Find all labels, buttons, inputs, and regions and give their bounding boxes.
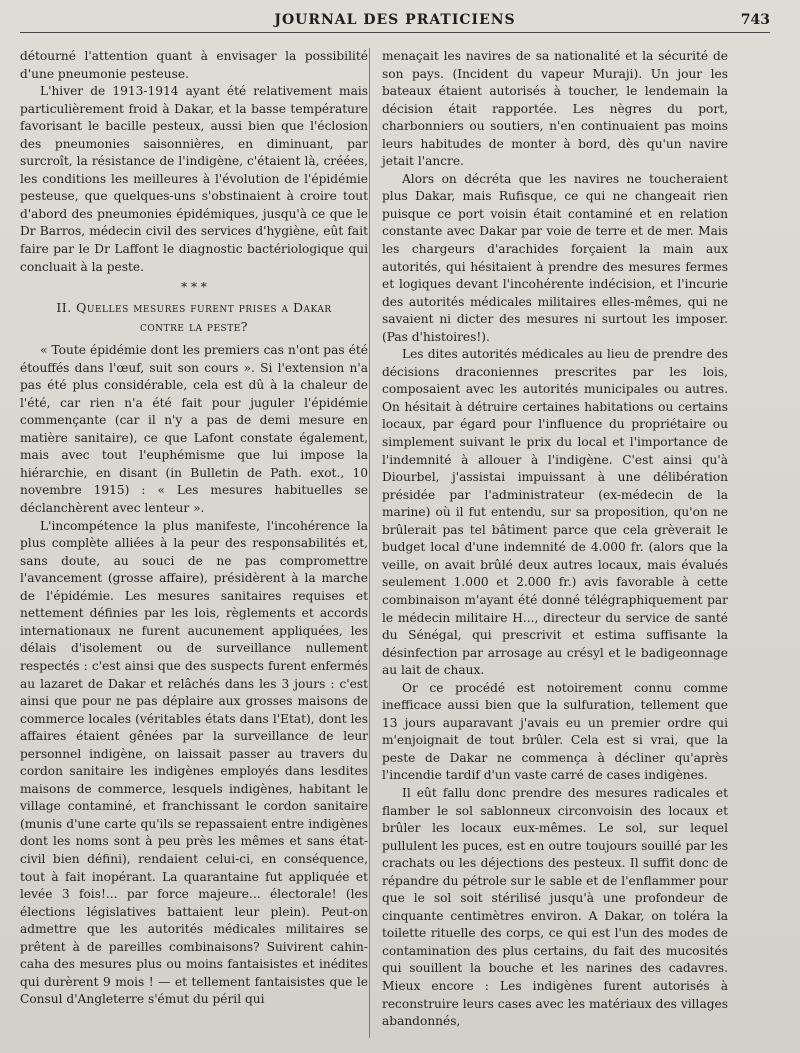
section-separator: * * * xyxy=(181,280,207,295)
journal-title: JOURNAL DES PRATICIENS xyxy=(274,12,516,28)
paragraph: L'incompétence la plus manifeste, l'incohérence la plus complète alliées à la peur des responsabilités et, sans doute, au souci de ne pas compromettre l'avancement (grosse affaire), présidèrent à la marche de l'épidémie. Les mesures sanitaires requises et nettement définies par les lois, règlements et accords internationaux ne furent aucunement appliquées, les délais d'isolement ou de surveillance nullement respectés : c'est ainsi que des suspects furent enfermés au lazaret de Dakar et relâchés dans les 3 jours : c'est ainsi que pour ne pas déplaire aux grosses maisons de commerce locales (véritables états dans l'Etat), dont les affaires étaient gênées par la surveillance de leur personnel indigène, on laissait passer au travers du cordon sanitaire les indigènes employés dans lesdites maisons de commerce, lesquels indigènes, habitant le village contaminé, et franchissant le cordon sanitaire (munis d'une carte qu'ils se repassaient entre indigènes dont les noms sont à peu près les mêmes et sans état-civil bien défini), rendaient celui-ci, en conséquence, tout à fait inopérant. La quarantaine fut appliquée et levée 3 fois!... par force majeure... électorale! (les élections législatives battaient leur plein). Peut-on admettre que les autorités médicales militaires se prêtent à de pareilles combinaisons? Suivirent cahin-caha des mesures plus ou moins fantaisistes et inédites qui durèrent 9 mois ! — et tellement fantaisistes que le Consul d'Angleterre s'émut du péril qui xyxy=(20,518,368,1007)
paragraph: détourné l'attention quant à envisager la possibilité d'une pneumonie pesteuse. xyxy=(20,49,368,81)
section-heading-line: contre la peste? xyxy=(140,319,248,335)
running-header xyxy=(20,8,770,33)
section-heading-line: II. Quelles mesures furent prises a Dakar xyxy=(56,300,332,316)
paragraph: Les dites autorités médicales au lieu de prendre des décisions draconiennes prescrites par les lois, composaient avec les autorités municipales ou autres. On hésitait à détruire certaines habitations ou certains locaux, par égard pour l'influence du propriétaire ou simplement suivant le prix du local et l'importance de l'indemnité à allouer à l'indigène. C'est ainsi qu'à Diourbel, j'assistai impuissant à une délibération présidée par l'administrateur (ex-médecin de la marine) où il fut entendu, sur sa proposition, qu'on ne brûlerait pas tel bâtiment parce que cela grèverait le budget local d'une indemnité de 4.000 fr. (alors que la veille, on avait brûlé deux autres locaux, mais évalués seulement 1.000 et 2.000 fr.) avis favorable à cette combinaison m'ayant été donné télégraphiquement par le médecin militaire H..., directeur du service de santé du Sénégal, qui prescrivit et estima suffisante la désinfection par arrosage au crésyl et le badigeonnage au lait de chaux. xyxy=(382,347,728,678)
left-column xyxy=(20,48,368,1009)
column-rule xyxy=(369,48,370,1038)
right-column xyxy=(382,48,728,1031)
paragraph: Or ce procédé est notoirement connu comme inefficace aussi bien que la sulfuration, tellement que 13 jours auparavant j'avais eu un premier ordre qui m'enjoignait de tout brûler. Cela est si vrai, que la peste de Dakar ne commença à décliner qu'après l'incendie tardif d'un vaste carré de cases indigènes. xyxy=(382,680,728,783)
paragraph: menaçait les navires de sa nationalité et la sécurité de son pays. (Incident du vapeur Muraji). Un jour les bateaux étaient autorisés à toucher, le lendemain la décision était rapportée. Les nègres du port, charbonniers ou soutiers, n'en continuaient pas moins leurs habitudes de monter à bord, dès qu'un navire jetait l'ancre. xyxy=(382,49,728,169)
paragraph: Alors on décréta que les navires ne toucheraient plus Dakar, mais Rufisque, ce qui ne changeait rien puisque ce port voisin était contaminé et en relation constante avec Dakar par voie de terre et de mer. Mais les chargeurs d'arachides forçaient la main aux autorités, qui hésitaient à prendre des mesures fermes et logiques devant l'incohérente indécision, et l'incurie des autorités médicales militaires elles-mêmes, qui ne savaient ni dicter des mesures ni surtout les imposer. (Pas d'histoires!). xyxy=(382,171,728,344)
section-heading xyxy=(20,298,368,336)
paragraph: Il eût fallu donc prendre des mesures radicales et flamber le sol sablonneux circonvoisin des locaux et brûler les locaux eux-mêmes. Le sol, sur lequel pullulent les puces, est en outre toujours souillé par les crachats ou les déjections des pesteux. Il suffit donc de répandre du pétrole sur le sable et de l'enflammer pour que le sol soit stérilisé jusqu'à une profondeur de cinquante centimètres environ. A Dakar, on toléra la toilette rituelle des corps, ce qui est l'un des modes de contamination des plus certains, du fait des mucosités qui souillent la bouche et les narines des cadavres. Mieux encore : Les indigènes furent autorisés à reconstruire leurs cases avec les matériaux des villages abandonnés, xyxy=(382,785,728,1029)
paragraph: « Toute épidémie dont les premiers cas n'ont pas été étouffés dans l'œuf, suit son cours ». Si l'extension n'a pas été plus considérable, cela est dû à la chaleur de l'été, car rien n'a été fait pour juguler l'épidémie commençante (car il n'y a pas de demi mesure en matière sanitaire), ce que Lafont constate également, mais avec tout l'euphémisme que lui impose la hiérarchie, en disant (in Bulletin de Path. exot., 10 novembre 1915) : « Les mesures habituelles se déclanchèrent avec lenteur ». xyxy=(20,343,368,516)
paragraph: L'hiver de 1913-1914 ayant été relativement mais particulièrement froid à Dakar, et la basse température favorisant le bacille pesteux, aussi bien que l'éclosion des pneumonies saisonnières, en diminuant, par surcroît, la résistance de l'indigène, c'étaient là, créées, les conditions les meilleures à l'évolution de l'épidémie pesteuse, que quelques-uns s'obstinaient à croire tout d'abord des pneumonies épidémiques, jusqu'à ce que le Dr Barros, médecin civil des services d'hygiène, eût fait faire par le Dr Laffont le diagnostic bactériologique qui concluait à la peste. xyxy=(20,84,368,274)
page-number: 743 xyxy=(740,12,770,28)
